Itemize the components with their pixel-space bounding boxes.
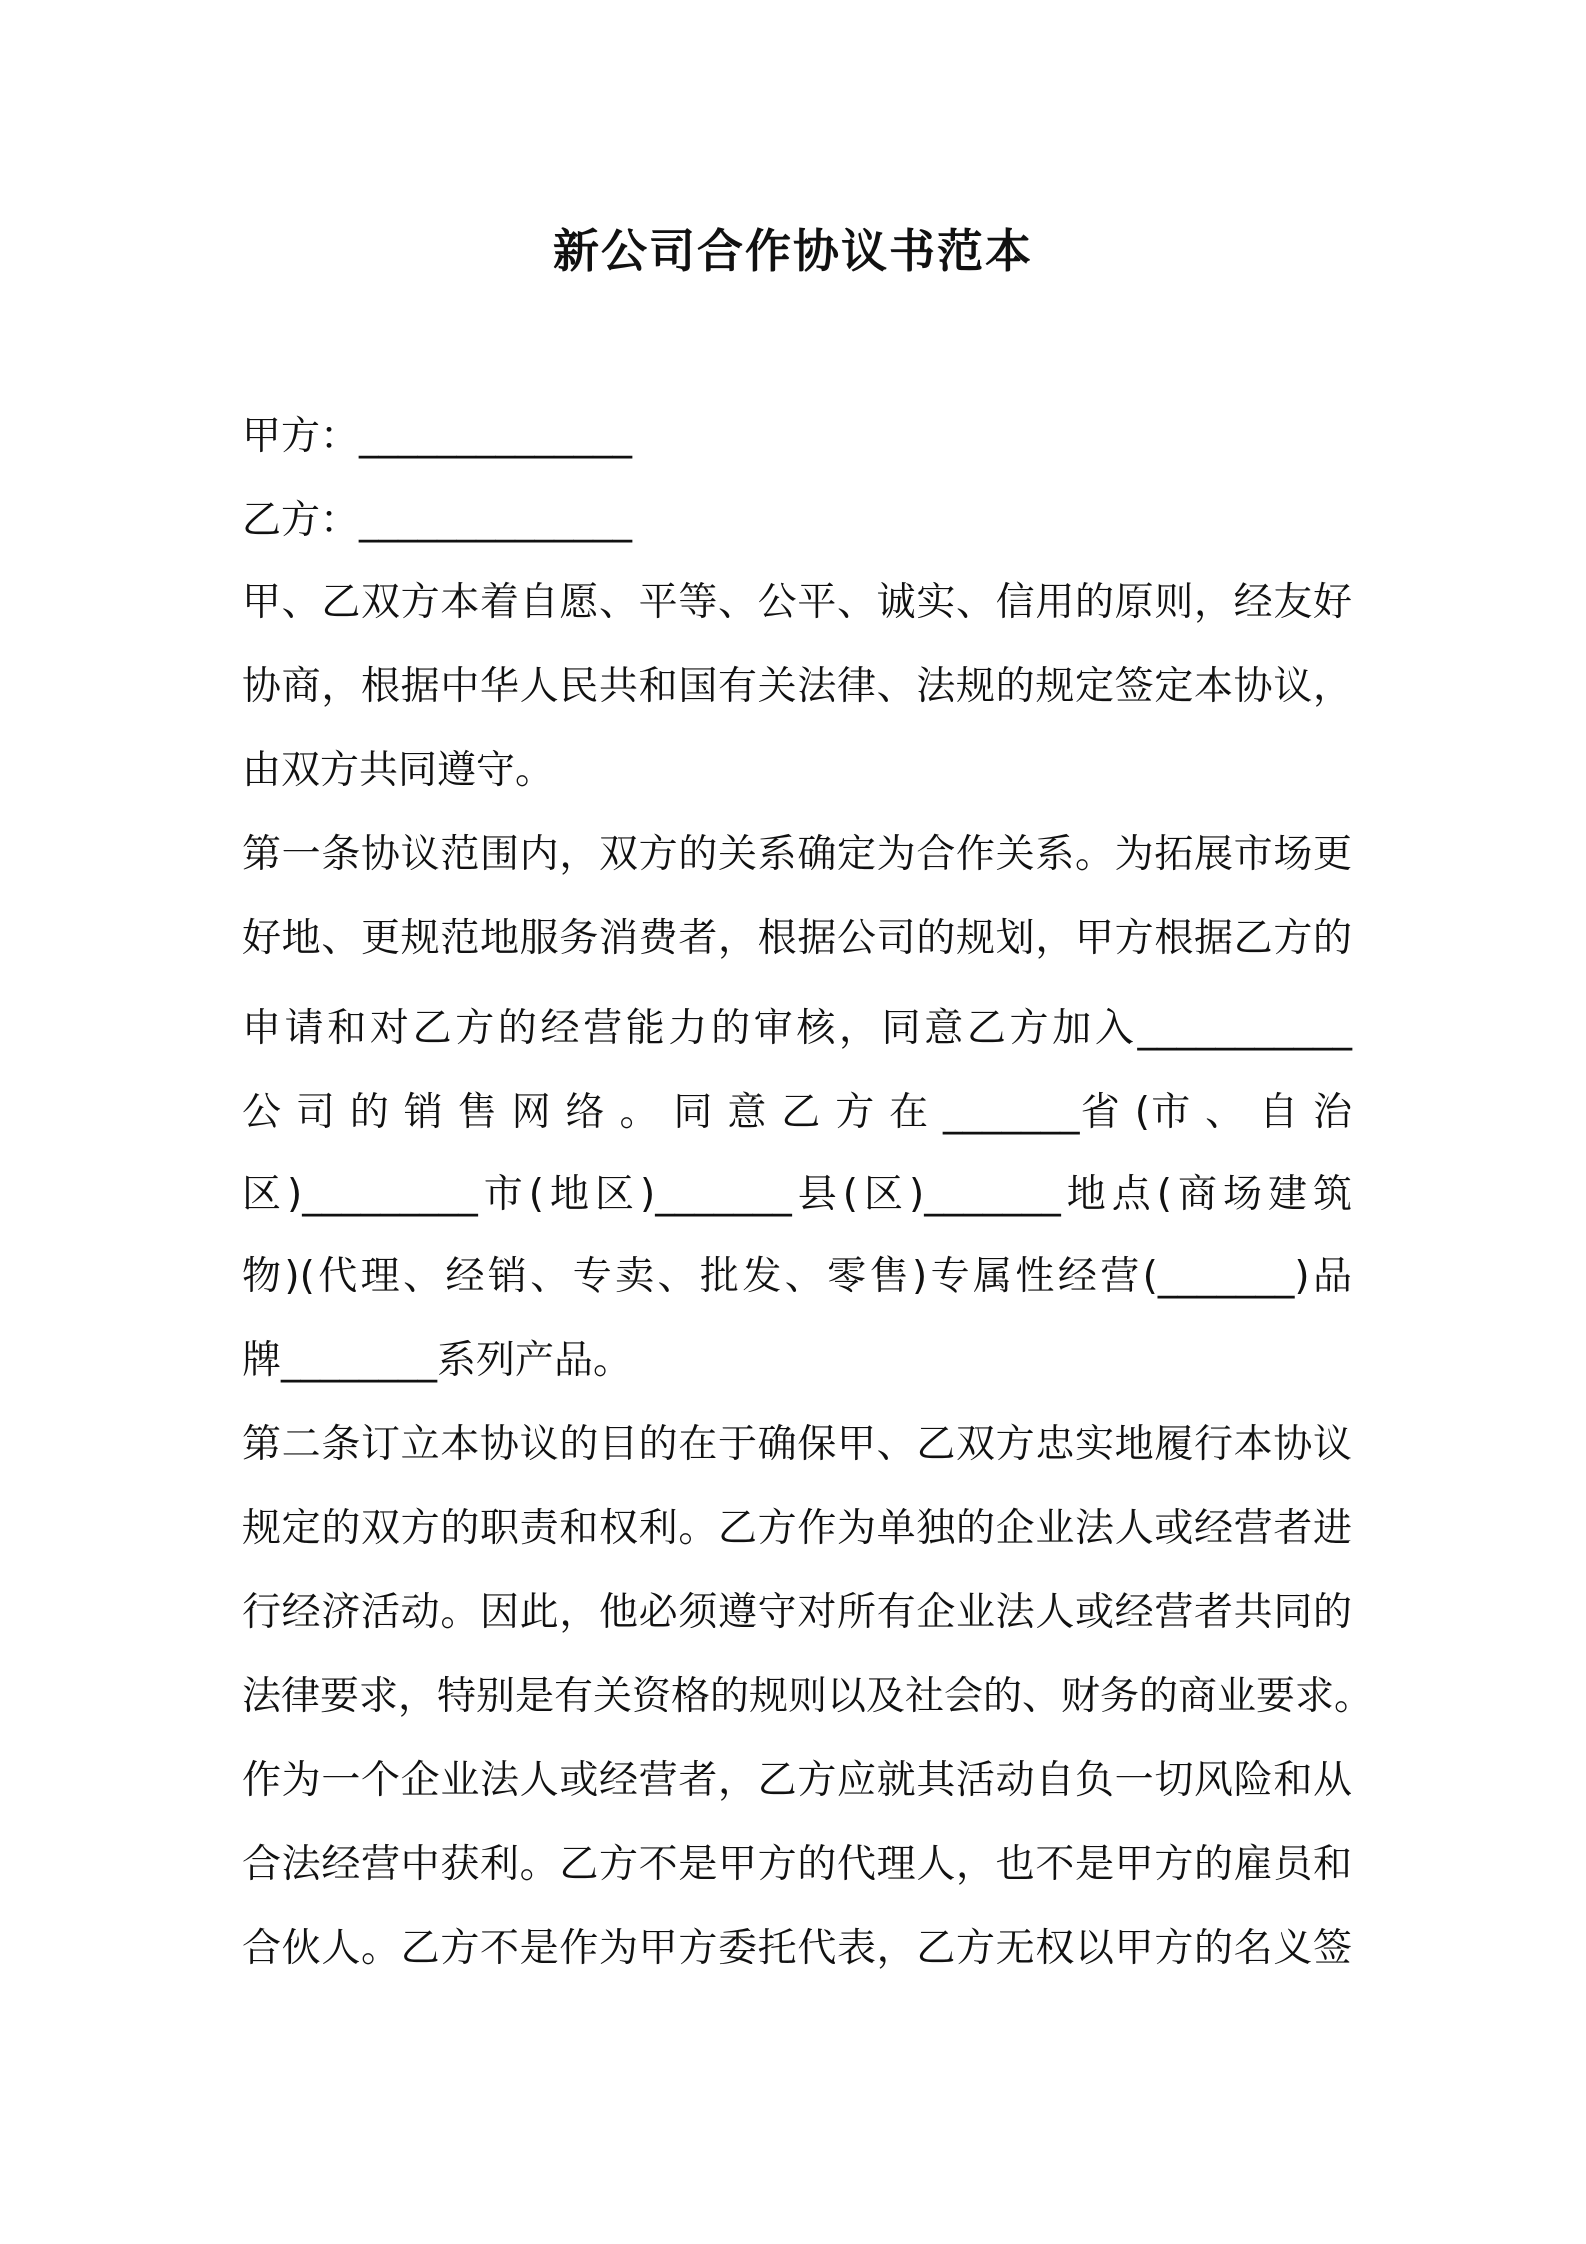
article1-line-5: 区)_________市(地区)_______县(区)_______地点(商场建筑 [242,1172,1352,1217]
party-a-line: 甲方：______________ [242,414,633,459]
party-b-line: 乙方：______________ [242,498,633,543]
article2-line-3: 行经济活动。因此，他必须遵守对所有企业法人或经营者共同的 [242,1590,1352,1635]
intro-line-2: 协商，根据中华人民共和国有关法律、法规的规定签定本协议， [242,664,1352,709]
article1-line-6: 物)(代理、经销、专卖、批发、零售)专属性经营(_______)品 [242,1254,1352,1299]
article2-line-2: 规定的双方的职责和权利。乙方作为单独的企业法人或经营者进 [242,1506,1352,1551]
article1-line-3: 申请和对乙方的经营能力的审核，同意乙方加入___________ [242,1006,1352,1051]
article1-line-4: 公 司 的 销 售 网 络 。 同 意 乙 方 在 _______省 (市 、 自 治 [242,1090,1352,1135]
article2-line-1: 第二条订立本协议的目的在于确保甲、乙双方忠实地履行本协议 [242,1422,1352,1467]
article2-line-6: 合法经营中获利。乙方不是甲方的代理人，也不是甲方的雇员和 [242,1842,1352,1887]
article1-line-1: 第一条协议范围内，双方的关系确定为合作关系。为拓展市场更 [242,832,1352,877]
article1-line-7: 牌________系列产品。 [242,1338,633,1383]
article2-line-7: 合伙人。乙方不是作为甲方委托代表，乙方无权以甲方的名义签 [242,1926,1352,1971]
article1-line-2: 好地、更规范地服务消费者，根据公司的规划，甲方根据乙方的 [242,916,1352,961]
article2-line-4: 法律要求，特别是有关资格的规则以及社会的、财务的商业要求。 [242,1674,1374,1719]
document-title: 新公司合作协议书范本 [553,224,1033,278]
intro-line-3: 由双方共同遵守。 [242,748,555,793]
article2-line-5: 作为一个企业法人或经营者，乙方应就其活动自负一切风险和从 [242,1758,1352,1803]
intro-line-1: 甲、乙双方本着自愿、平等、公平、诚实、信用的原则，经友好 [242,580,1352,625]
